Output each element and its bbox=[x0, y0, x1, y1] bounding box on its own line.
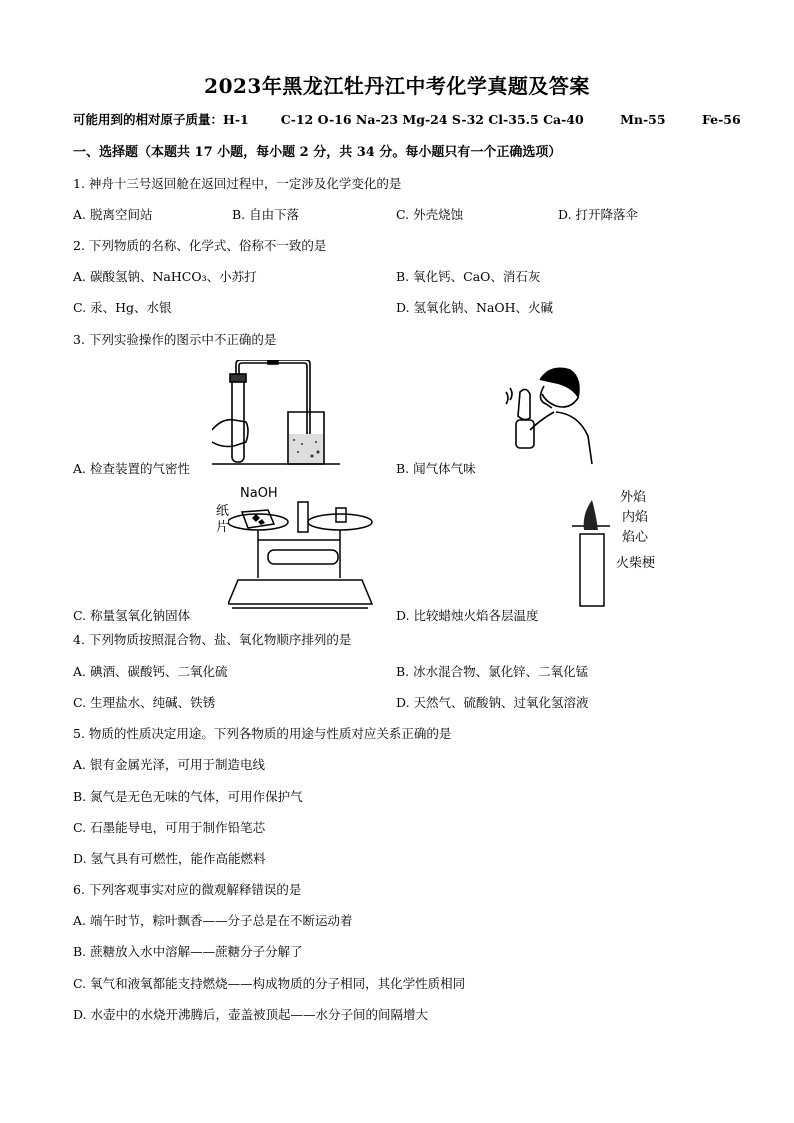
outer-flame-label: 外焰 bbox=[620, 490, 647, 505]
atomic-masses-line bbox=[73, 110, 741, 128]
q3-option-c: C. 称量氢氧化钠固体 bbox=[73, 608, 191, 623]
q6-option-a: A. 端午时节，粽叶飘香——分子总是在不断运动着 bbox=[73, 913, 353, 928]
candle-flame-figure bbox=[570, 486, 610, 608]
q4-option-d: D. 天然气、硫酸钠、过氧化氢溶液 bbox=[396, 695, 589, 710]
mass-c: C-12 bbox=[280, 112, 314, 127]
paper-label-1: 纸 bbox=[216, 504, 230, 519]
question-3-stem: 3. 下列实验操作的图示中不正确的是 bbox=[73, 332, 277, 347]
mass-mn: Mn-55 bbox=[620, 112, 666, 127]
balance-figure bbox=[228, 500, 378, 612]
atomic-masses-label: 可能用到的相对原子质量： bbox=[73, 112, 224, 127]
q5-option-b: B. 氮气是无色无味的气体，可用作保护气 bbox=[73, 789, 303, 804]
mass-h: H-1 bbox=[223, 112, 249, 127]
q1-option-a: A. 脱离空间站 bbox=[73, 207, 153, 222]
q5-option-c: C. 石墨能导电，可用于制作铅笔芯 bbox=[73, 820, 266, 835]
q2-option-b: B. 氧化钙、CaO、消石灰 bbox=[396, 269, 541, 284]
smell-gas-figure bbox=[500, 360, 596, 468]
naoh-label: NaOH bbox=[240, 486, 278, 501]
mass-fe: Fe-56 bbox=[701, 112, 741, 127]
mass-cl: Cl-35.5 bbox=[488, 112, 539, 127]
mass-s: S-32 bbox=[451, 112, 484, 127]
q2-option-c: C. 汞、Hg、水银 bbox=[73, 300, 172, 315]
q6-option-d: D. 水壶中的水烧开沸腾后，壶盖被顶起——水分子间的间隔增大 bbox=[73, 1007, 429, 1022]
airtightness-check-figure bbox=[212, 360, 342, 468]
mass-na: Na-23 bbox=[355, 112, 399, 127]
q1-option-b: B. 自由下落 bbox=[232, 207, 300, 222]
q4-option-c: C. 生理盐水、纯碱、铁锈 bbox=[73, 695, 216, 710]
q3-option-d: D. 比较蜡烛火焰各层温度 bbox=[396, 608, 539, 623]
q5-option-a: A. 银有金属光泽，可用于制造电线 bbox=[73, 757, 265, 772]
q4-option-a: A. 碘酒、碳酸钙、二氧化硫 bbox=[73, 664, 228, 679]
q6-option-b: B. 蔗糖放入水中溶解——蔗糖分子分解了 bbox=[73, 944, 303, 959]
q1-option-c: C. 外壳烧蚀 bbox=[396, 207, 464, 222]
mass-mg: Mg-24 bbox=[402, 112, 448, 127]
question-1-stem: 1. 神舟十三号返回舱在返回过程中，一定涉及化学变化的是 bbox=[73, 176, 402, 191]
mass-o: O-16 bbox=[317, 112, 352, 127]
section-heading: 一、选择题（本题共 17 小题，每小题 2 分，共 34 分。每小题只有一个正确选项） bbox=[73, 145, 562, 160]
question-6-stem: 6. 下列客观事实对应的微观解释错误的是 bbox=[73, 882, 302, 897]
question-5-stem: 5. 物质的性质决定用途。下列各物质的用途与性质对应关系正确的是 bbox=[73, 726, 452, 741]
q6-option-c: C. 氧气和液氧都能支持燃烧——构成物质的分子相同，其化学性质相同 bbox=[73, 976, 466, 991]
mass-ca: Ca-40 bbox=[543, 112, 584, 127]
q4-option-b: B. 冰水混合物、氯化锌、二氧化锰 bbox=[396, 664, 589, 679]
q3-option-b: B. 闻气体气味 bbox=[396, 461, 476, 476]
q3-option-a: A. 检查装置的气密性 bbox=[73, 461, 190, 476]
q2-option-d: D. 氢氧化钠、NaOH、火碱 bbox=[396, 300, 554, 315]
inner-flame-label: 内焰 bbox=[622, 510, 649, 525]
matchstick-label: 火柴梗 bbox=[616, 556, 656, 571]
question-2-stem: 2. 下列物质的名称、化学式、俗称不一致的是 bbox=[73, 238, 327, 253]
q5-option-d: D. 氢气具有可燃性，能作高能燃料 bbox=[73, 851, 266, 866]
document-title: 2023年黑龙江牡丹江中考化学真题及答案 bbox=[204, 74, 590, 98]
question-4-stem: 4. 下列物质按照混合物、盐、氧化物顺序排列的是 bbox=[73, 632, 352, 647]
paper-label-2: 片 bbox=[216, 520, 230, 535]
q1-option-d: D. 打开降落伞 bbox=[558, 207, 639, 222]
flame-core-label: 焰心 bbox=[622, 530, 649, 545]
q2-option-a: A. 碳酸氢钠、NaHCO₃、小苏打 bbox=[73, 269, 257, 284]
